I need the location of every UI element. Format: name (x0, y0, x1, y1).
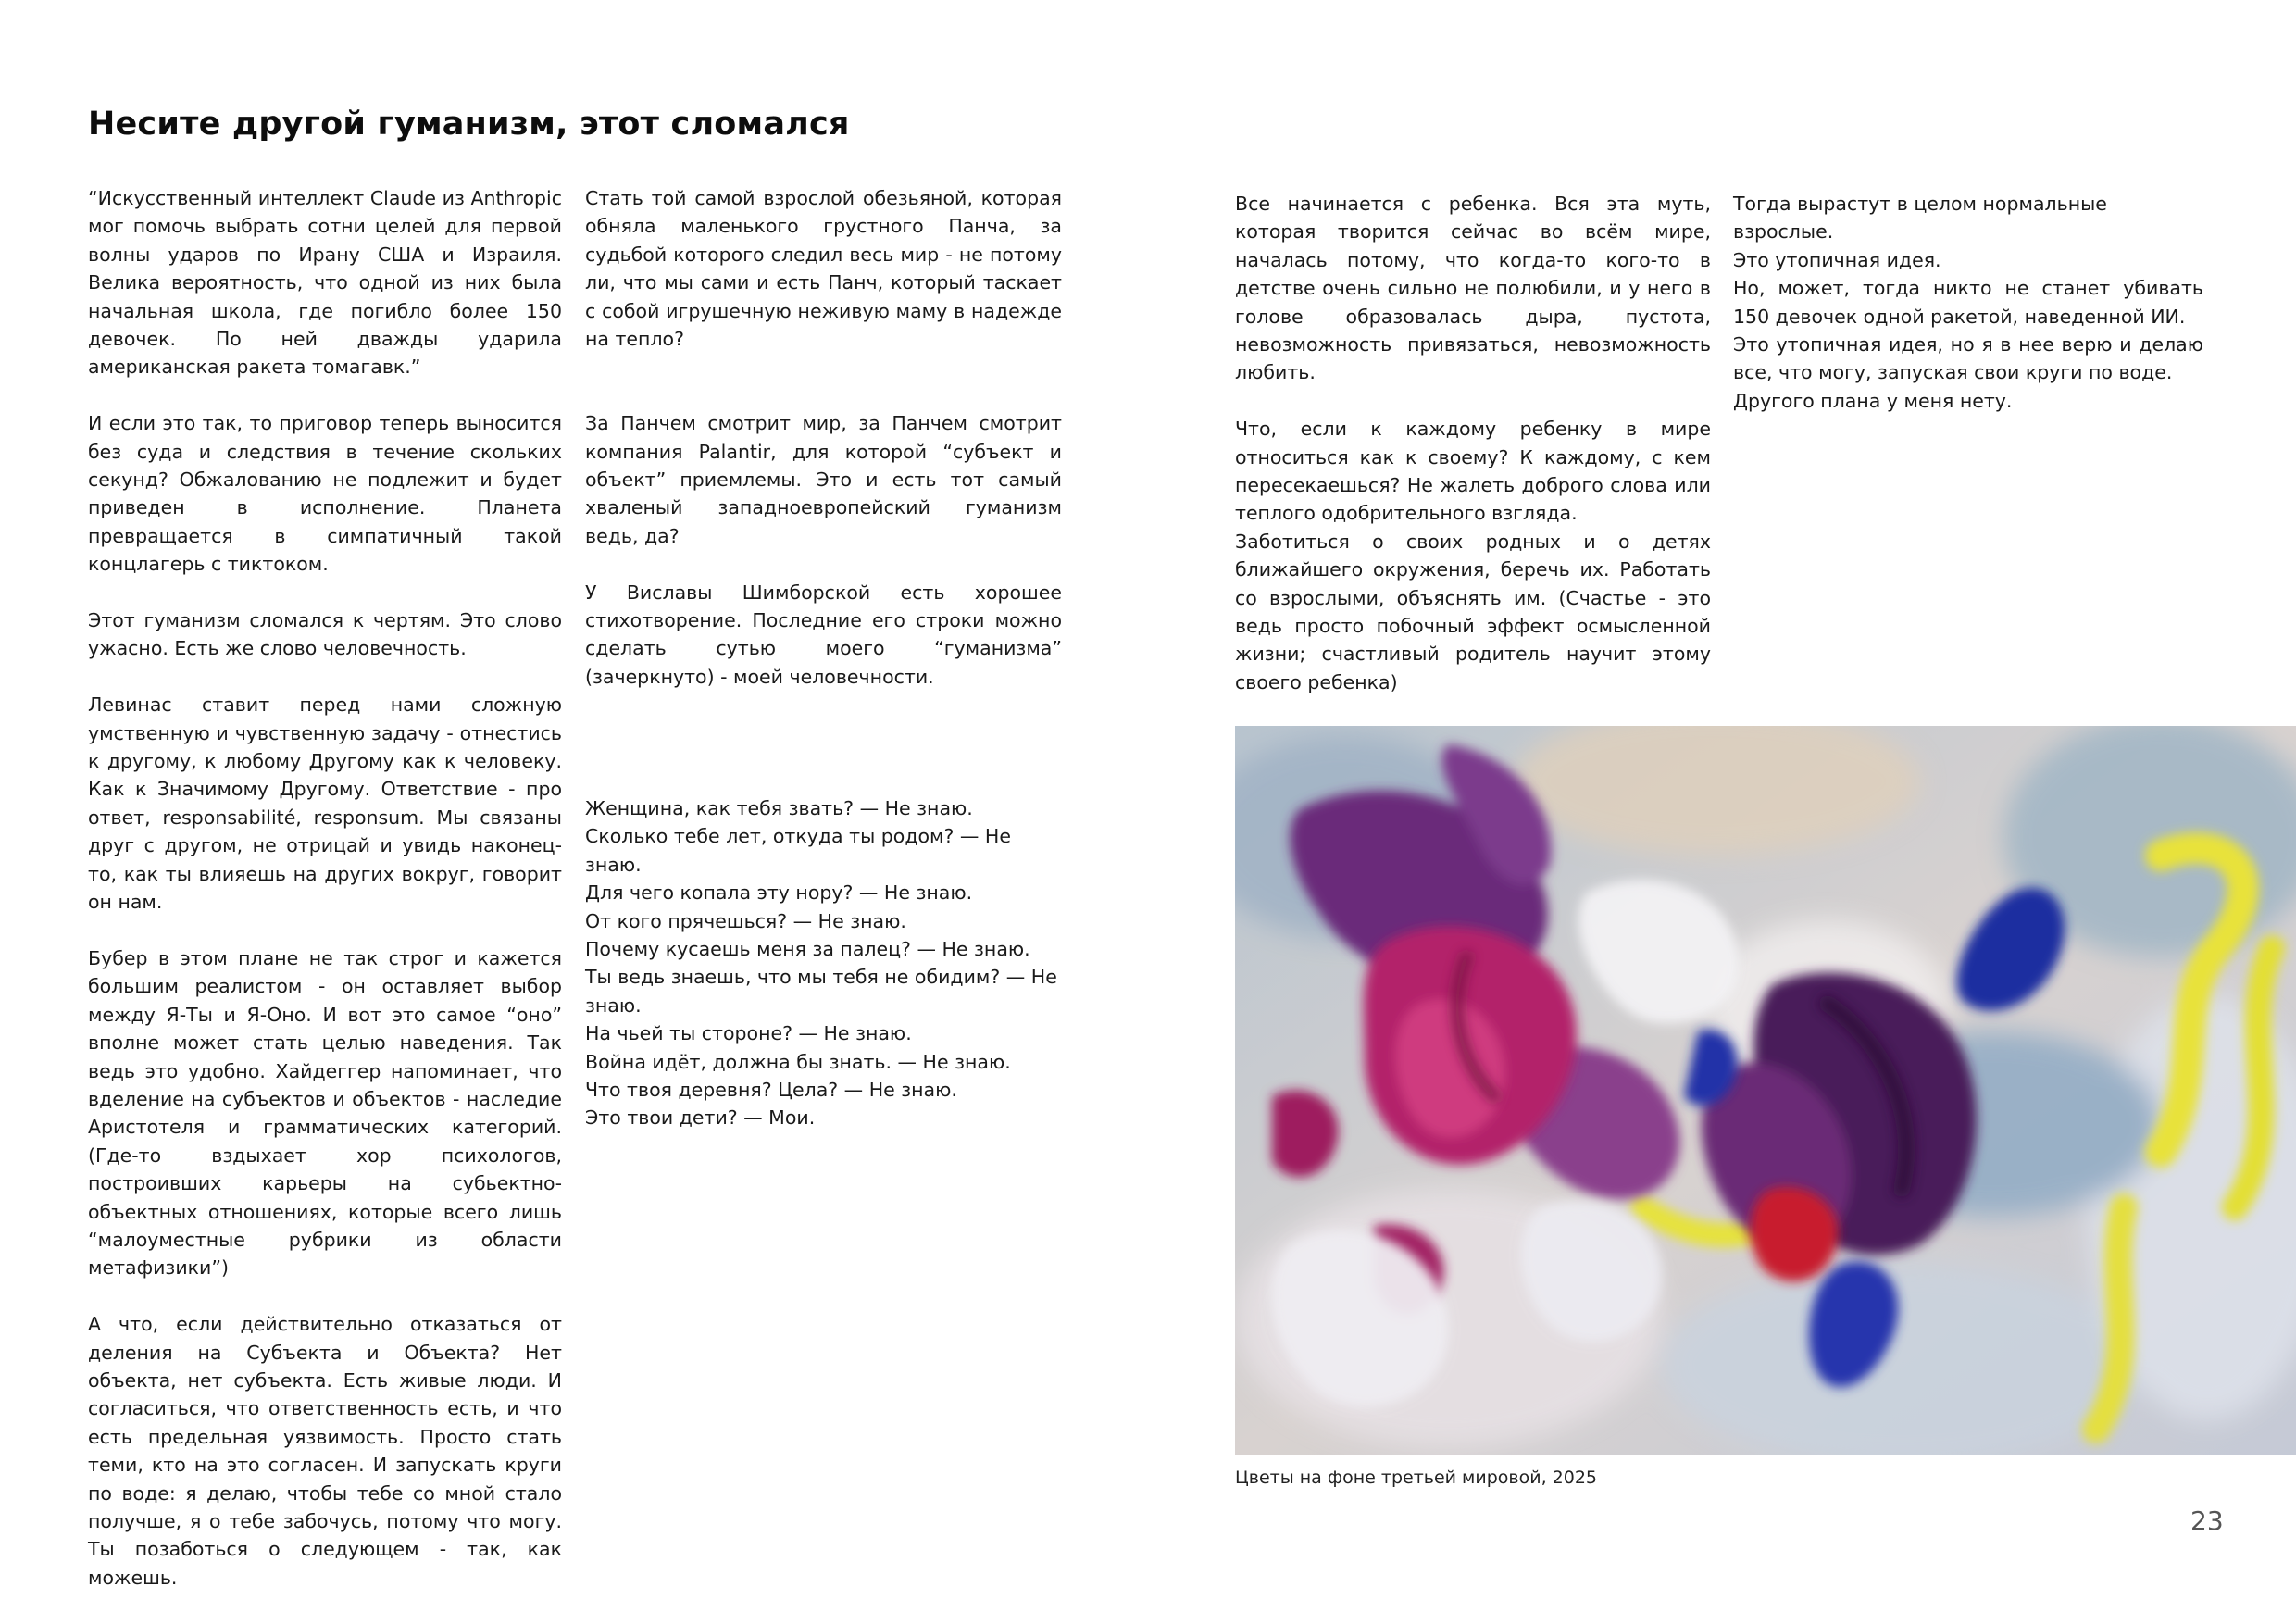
paragraph: Но, может, тогда никто не станет убивать 150 девочек одной ракетой, наведенной ИИ. (1733, 277, 2203, 328)
poem-line: Женщина, как тебя звать? — Не знаю. (585, 797, 973, 819)
paragraph: За Панчем смотрит мир, за Панчем смотрит компания Palantir, для которой “субъект и объект” приемлемы. Это и есть тот самый хваленый западноевропейский гуманизм ведь, да? (585, 412, 1062, 547)
poem-line: Что твоя деревня? Цела? — Не знаю. (585, 1079, 957, 1102)
paragraph: И если это так, то приговор теперь выносится без суда и следствия в течение скольких секунд? Обжалованию не подлежит и будет приведен в исполнение. Планета превращается в симпатичный такой концлагерь с тиктоком. (88, 412, 562, 576)
paragraph: “Искусственный интеллект Claude из Anthropic мог помочь выбрать сотни целей для первой волны ударов по Ирану США и Израиля. Велика вероятность, что одной из них была начальная школа, где погибло более 150 девочек. По ней дважды ударила американская ракета томагавк.” (88, 187, 562, 379)
paragraph: Все начинается с ребенка. Вся эта муть, которая творится сейчас во всём мире, началась потому, что когда-то кого-то в детстве очень сильно не полюбили, и у него в голове образовалась дыра, пустота, невозможность привязаться, невозможность любить. (1235, 193, 1711, 384)
paragraph: А что, если действительно отказаться от деления на Субъекта и Объекта? Нет объекта, нет субъекта. Есть живые люди. И согласиться, что ответственность есть, и что есть предельная уязвимость. Просто стать теми, кто на это согласен. И запускать круги по воде: я делаю, чтобы тебе со мной стало получше, я о тебе забочусь, потому что могу. Ты позаботься о следующем - так, как можешь. (88, 1313, 562, 1589)
page-number: 23 (2190, 1505, 2224, 1536)
article-title: Несите другой гуманизм, этот сломался (88, 106, 850, 143)
paragraph: Этот гуманизм сломался к чертям. Это слово ужасно. Есть же слово человечность. (88, 609, 562, 660)
painting-image (1235, 726, 2296, 1455)
paragraph: Тогда вырастут в целом нормальные взрослые. (1733, 193, 2107, 244)
paragraph: Это утопичная идея. (1733, 248, 1941, 271)
paragraph: Что, если к каждому ребенку в мире относиться как к своему? К каждому, с кем пересекаешься? Не жалеть доброго слова или теплого одобрительного взгляда. Заботиться о своих родных и о детях ближайшего окружения, беречь их. Работать со взрослыми, объяснять им. (Счастье - это ведь просто побочный эффект осмысленной жизни; счастливый родитель научит этому своего ребенка) (1235, 418, 1711, 693)
painting-caption: Цветы на фоне третьей мировой, 2025 (1235, 1468, 1598, 1488)
poem-line: Для чего копала эту нору? — Не знаю. (585, 881, 973, 905)
poem-line: Ты ведь знаешь, что мы тебя не обидим? — Не знаю. (585, 966, 1057, 1017)
text-column-4 (1733, 190, 2203, 415)
paragraph: Это утопичная идея, но я в нее верю и делаю все, что могу, запуская свои круги по воде. (1733, 333, 2203, 384)
poem-line: Почему кусаешь меня за палец? — Не знаю. (585, 938, 1030, 961)
poem (585, 794, 1062, 1132)
text-column-3 (1235, 190, 1711, 696)
paragraph: У Виславы Шимборской есть хорошее стихотворение. Последние его строки можно сделать сутью моего “гуманизма” (зачеркнуто) - моей человечности. (585, 581, 1062, 688)
text-column-2 (585, 184, 1062, 691)
paragraph: Бубер в этом плане не так строг и кажется большим реалистом - он оставляет выбор между Я-Ты и Я-Оно. И вот это самое “оно” вполне может стать целью наведения. Так ведь это удобно. Хайдеггер напоминает, что вделение на субъектов и объектов - наследие Аристотеля и грамматических категорий. (Где-то вздыхает хор психологов, построивших карьеры на субьектно-объектных отношениях, которые всего лишь “малоуместные рубрики из области метафизики”) (88, 946, 562, 1280)
paragraph: Левинас ставит перед нами сложную умственную и чувственную задачу - отнестись к другому, к любому Другому как к человеку. Как к Значимому Другому. Ответствие - про ответ, responsabilité, responsum. Мы связаны друг с другом, не отрицай и увидь наконец-то, как ты влияешь на других вокруг, говорит он нам. (88, 693, 562, 914)
paragraph: Стать той самой взрослой обезьяной, которая обняла маленького грустного Панча, за судьбой которого следил весь мир - не потому ли, что мы сами и есть Панч, который таскает с собой игрушечную неживую маму в надежде на тепло? (585, 187, 1062, 351)
paragraph: Другого плана у меня нету. (1733, 389, 2013, 412)
poem-line: Это твои дети? — Мои. (585, 1106, 816, 1130)
text-column-1 (88, 184, 562, 1592)
poem-line: Сколько тебе лет, откуда ты родом? — Не знаю. (585, 825, 1011, 876)
poem-line: От кого прячешься? — Не знаю. (585, 909, 906, 932)
poem-line: На чьей ты стороне? — Не знаю. (585, 1022, 912, 1045)
poem-line: Война идёт, должна бы знать. — Не знаю. (585, 1050, 1011, 1073)
